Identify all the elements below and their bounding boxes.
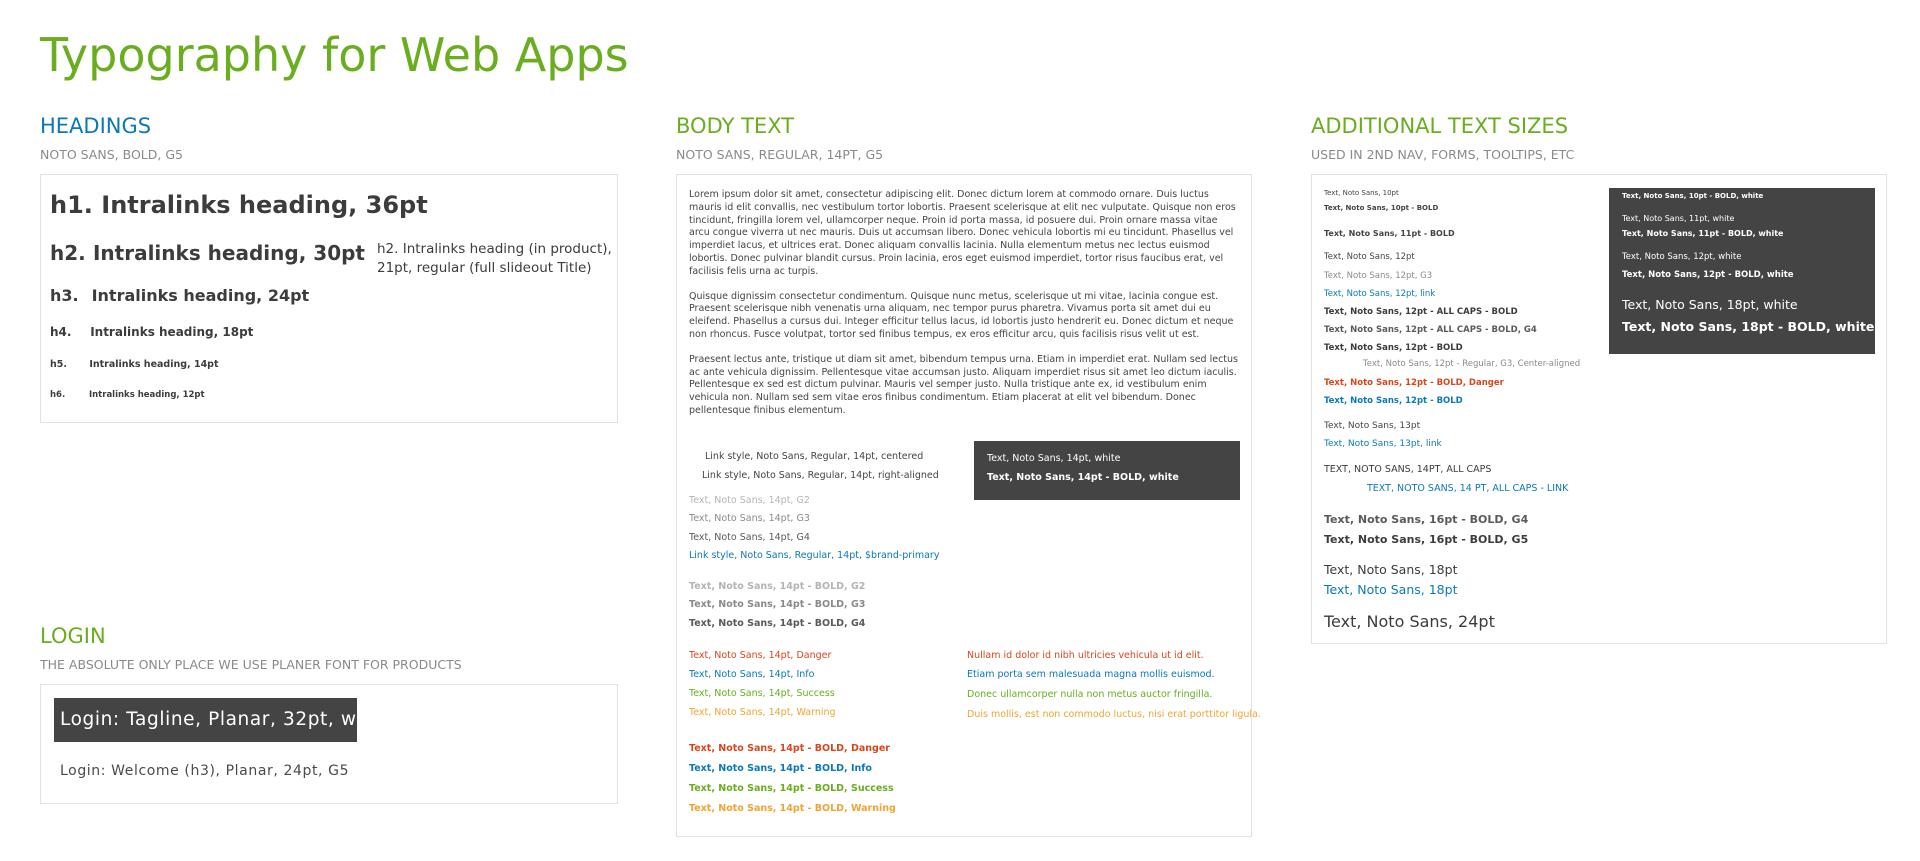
sample-warning: Duis mollis, est non commodo luctus, nisi erat porttitor ligula. <box>967 709 1261 720</box>
h1-num: h1. <box>50 191 93 219</box>
text-10pt-bold: Text, Noto Sans, 10pt - BOLD <box>1324 204 1439 212</box>
dark-12pt-bold: Text, Noto Sans, 12pt - BOLD, white <box>1622 270 1794 280</box>
h1-text: Intralinks heading, 36pt <box>101 191 428 219</box>
body-box <box>676 174 1261 837</box>
text-16pt-bold-g4: Text, Noto Sans, 16pt - BOLD, G4 <box>1324 513 1529 526</box>
h3-num: h3. <box>50 286 79 305</box>
text-12pt-bold-danger: Text, Noto Sans, 12pt - BOLD, Danger <box>1324 378 1504 388</box>
additional-section-subtitle: USED IN 2ND NAV, FORMS, TOOLTIPS, ETC <box>1311 147 1575 162</box>
text-g4: Text, Noto Sans, 14pt, G4 <box>689 532 810 543</box>
link-brand-primary[interactable]: Link style, Noto Sans, Regular, 14pt, $brand-primary <box>689 550 940 561</box>
text-13pt-link[interactable]: Text, Noto Sans, 13pt, link <box>1324 439 1442 449</box>
h2-text: Intralinks heading, 30pt <box>92 241 365 265</box>
text-warning: Text, Noto Sans, 14pt, Warning <box>689 707 836 718</box>
bold-success: Text, Noto Sans, 14pt - BOLD, Success <box>689 783 894 794</box>
login-welcome: Login: Welcome (h3), Planar, 24pt, G5 <box>60 763 350 779</box>
h2-alt-line1: h2. Intralinks heading (in product), <box>377 241 612 257</box>
text-12pt-g3: Text, Noto Sans, 12pt, G3 <box>1324 271 1433 281</box>
sample-danger: Nullam id dolor id nibh ultricies vehicula ut id elit. <box>967 650 1204 661</box>
headings-section-subtitle: NOTO SANS, BOLD, G5 <box>40 147 183 162</box>
bold-info: Text, Noto Sans, 14pt - BOLD, Info <box>689 763 872 774</box>
lorem-block <box>689 189 1241 430</box>
text-12pt-caps-bold-g4: Text, Noto Sans, 12pt - ALL CAPS - BOLD, G4 <box>1324 325 1537 335</box>
dark-11pt-bold: Text, Noto Sans, 11pt - BOLD, white <box>1622 229 1784 238</box>
lorem-paragraph-3: Praesent lectus ante, tristique ut diam sit amet, bibendum tempus urna. Etiam in imperdiet erat. Nullam sed lectus ac ante vehicula dignissim. Pellentesque vitae accumsan justo. Aliquam imperdiet risus sit amet leo dictum iaculis. Pellentesque ex sed est dictum pulvinar. Mauris vel semper justo. Nulla tristique ante ex, id vestibulum enim vehicula non. Nullam sed sem vitae eros finibus condimentum. Etiam placerat at elit vel bibendum. Donec pellentesque finibus elementum. <box>689 353 1238 416</box>
text-g2: Text, Noto Sans, 14pt, G2 <box>689 495 810 506</box>
h4-text: Intralinks heading, 18pt <box>90 325 254 339</box>
text-success: Text, Noto Sans, 14pt, Success <box>689 688 835 699</box>
dark-12pt: Text, Noto Sans, 12pt, white <box>1622 252 1742 262</box>
bold-g4: Text, Noto Sans, 14pt - BOLD, G4 <box>689 618 866 629</box>
body-section-title: BODY TEXT <box>676 114 795 138</box>
page-title: Typography for Web Apps <box>40 28 629 82</box>
h5-num: h5. <box>50 359 67 370</box>
h3-sample <box>50 286 309 305</box>
h2-num: h2. <box>50 241 86 265</box>
h2-alt-line2: 21pt, regular (full slideout Title) <box>377 260 592 276</box>
h4-num: h4. <box>50 325 72 339</box>
h6-num: h6. <box>50 390 66 400</box>
dark-regular-text: Text, Noto Sans, 14pt, white <box>987 453 1121 464</box>
link-centered[interactable]: Link style, Noto Sans, Regular, 14pt, centered <box>705 451 924 462</box>
dark-18pt: Text, Noto Sans, 18pt, white <box>1622 297 1798 312</box>
bold-danger: Text, Noto Sans, 14pt - BOLD, Danger <box>689 743 890 754</box>
link-right-aligned[interactable]: Link style, Noto Sans, Regular, 14pt, right-aligned <box>702 470 939 481</box>
h5-text: Intralinks heading, 14pt <box>89 359 219 370</box>
h3-text: Intralinks heading, 24pt <box>91 286 310 305</box>
body-section-subtitle: NOTO SANS, REGULAR, 14PT, G5 <box>676 147 884 162</box>
h5-sample <box>50 359 219 370</box>
login-section-subtitle: THE ABSOLUTE ONLY PLACE WE USE PLANER FONT FOR PRODUCTS <box>40 657 462 672</box>
text-12pt-bold-blue: Text, Noto Sans, 12pt - BOLD <box>1324 396 1463 406</box>
login-section-title: LOGIN <box>40 624 106 648</box>
additional-box <box>1311 174 1887 644</box>
bold-warning: Text, Noto Sans, 14pt - BOLD, Warning <box>689 803 896 814</box>
text-g3: Text, Noto Sans, 14pt, G3 <box>689 513 810 524</box>
lorem-paragraph-2: Quisque dignissim consectetur condimentum. Quisque nunc metus, scelerisque ut mi vitae, lacinia congue est. Praesent scelerisque nibh venenatis urna aliquam, nec tempor purus pharetra. Vivamus porta sit amet dui eu eleifend. Phasellus a cursus dui. Integer efficitur tellus lacus, id lobortis justo hendrerit eu. Donec dictum et neque non rhoncus. Fusce volutpat, tortor sed finibus tempus, ex eros efficitur arcu, quis facilisis risus velit ut est. <box>689 290 1234 340</box>
h2-sample <box>50 241 365 265</box>
dark-10pt-bold: Text, Noto Sans, 10pt - BOLD, white <box>1622 192 1764 200</box>
bold-g2: Text, Noto Sans, 14pt - BOLD, G2 <box>689 581 866 592</box>
text-danger: Text, Noto Sans, 14pt, Danger <box>689 650 832 661</box>
body-dark-panel <box>974 441 1240 500</box>
text-10pt: Text, Noto Sans, 10pt <box>1324 189 1399 197</box>
login-box <box>40 684 618 804</box>
h1-sample <box>50 191 428 220</box>
h6-text: Intralinks heading, 12pt <box>88 390 205 400</box>
text-18pt: Text, Noto Sans, 18pt <box>1324 562 1458 577</box>
lorem-paragraph-1: Lorem ipsum dolor sit amet, consectetur adipiscing elit. Donec dictum lorem at commodo ornare. Duis luctus mauris id elit convallis, nec vestibulum tortor lobortis. Praesent scelerisque at elit nec vulputate. Quisque non eros tincidunt, fringilla lorem vel, ullamcorper neque. Proin id porta massa, id posuere dui. Proin ornare massa vitae arcu congue viverra ut nec mauris. Duis ut accumsan libero. Donec vehicula lobortis mi eu tincidunt. Phasellus vel imperdiet lacus, et ultrices erat. Donec aliquam convallis lacinia. Nulla elementum metus nec lectus euismod lobortis. Donec pulvinar blandit cursus. Proin lacinia, eros eget euismod imperdiet, tortor risus faucibus erat, vel facilisis felis urna ac turpis. <box>689 189 1236 277</box>
text-12pt-caps-bold: Text, Noto Sans, 12pt - ALL CAPS - BOLD <box>1324 307 1518 317</box>
bold-g3: Text, Noto Sans, 14pt - BOLD, G3 <box>689 599 866 610</box>
sample-success: Donec ullamcorper nulla non metus auctor fringilla. <box>967 689 1213 700</box>
text-16pt-bold-g5: Text, Noto Sans, 16pt - BOLD, G5 <box>1324 533 1529 546</box>
text-24pt: Text, Noto Sans, 24pt <box>1324 612 1495 631</box>
text-14pt-caps-link[interactable]: TEXT, NOTO SANS, 14 PT, ALL CAPS - LINK <box>1367 483 1569 494</box>
h6-sample <box>50 390 205 400</box>
login-tagline: Login: Tagline, Planar, 32pt, white <box>54 698 357 742</box>
text-14pt-caps: TEXT, NOTO SANS, 14PT, ALL CAPS <box>1324 464 1492 475</box>
text-12pt: Text, Noto Sans, 12pt <box>1324 252 1415 262</box>
text-13pt: Text, Noto Sans, 13pt <box>1324 421 1421 431</box>
text-18pt-link[interactable]: Text, Noto Sans, 18pt <box>1324 582 1458 597</box>
text-12pt-link[interactable]: Text, Noto Sans, 12pt, link <box>1324 289 1436 299</box>
dark-bold-text: Text, Noto Sans, 14pt - BOLD, white <box>987 472 1179 483</box>
h2-alt-sample <box>377 240 612 278</box>
h4-sample <box>50 325 253 339</box>
dark-11pt: Text, Noto Sans, 11pt, white <box>1622 214 1735 223</box>
headings-section-title: HEADINGS <box>40 114 152 138</box>
sample-info: Etiam porta sem malesuada magna mollis euismod. <box>967 669 1215 680</box>
text-12pt-bold: Text, Noto Sans, 12pt - BOLD <box>1324 343 1463 353</box>
headings-box <box>40 174 618 423</box>
text-11pt-bold: Text, Noto Sans, 11pt - BOLD <box>1324 229 1455 238</box>
additional-dark-panel <box>1609 188 1875 354</box>
additional-section-title: ADDITIONAL TEXT SIZES <box>1311 114 1569 138</box>
text-info: Text, Noto Sans, 14pt, Info <box>689 669 815 680</box>
text-12pt-center: Text, Noto Sans, 12pt - Regular, G3, Center-aligned <box>1363 359 1581 369</box>
dark-18pt-bold: Text, Noto Sans, 18pt - BOLD, white <box>1622 319 1875 334</box>
